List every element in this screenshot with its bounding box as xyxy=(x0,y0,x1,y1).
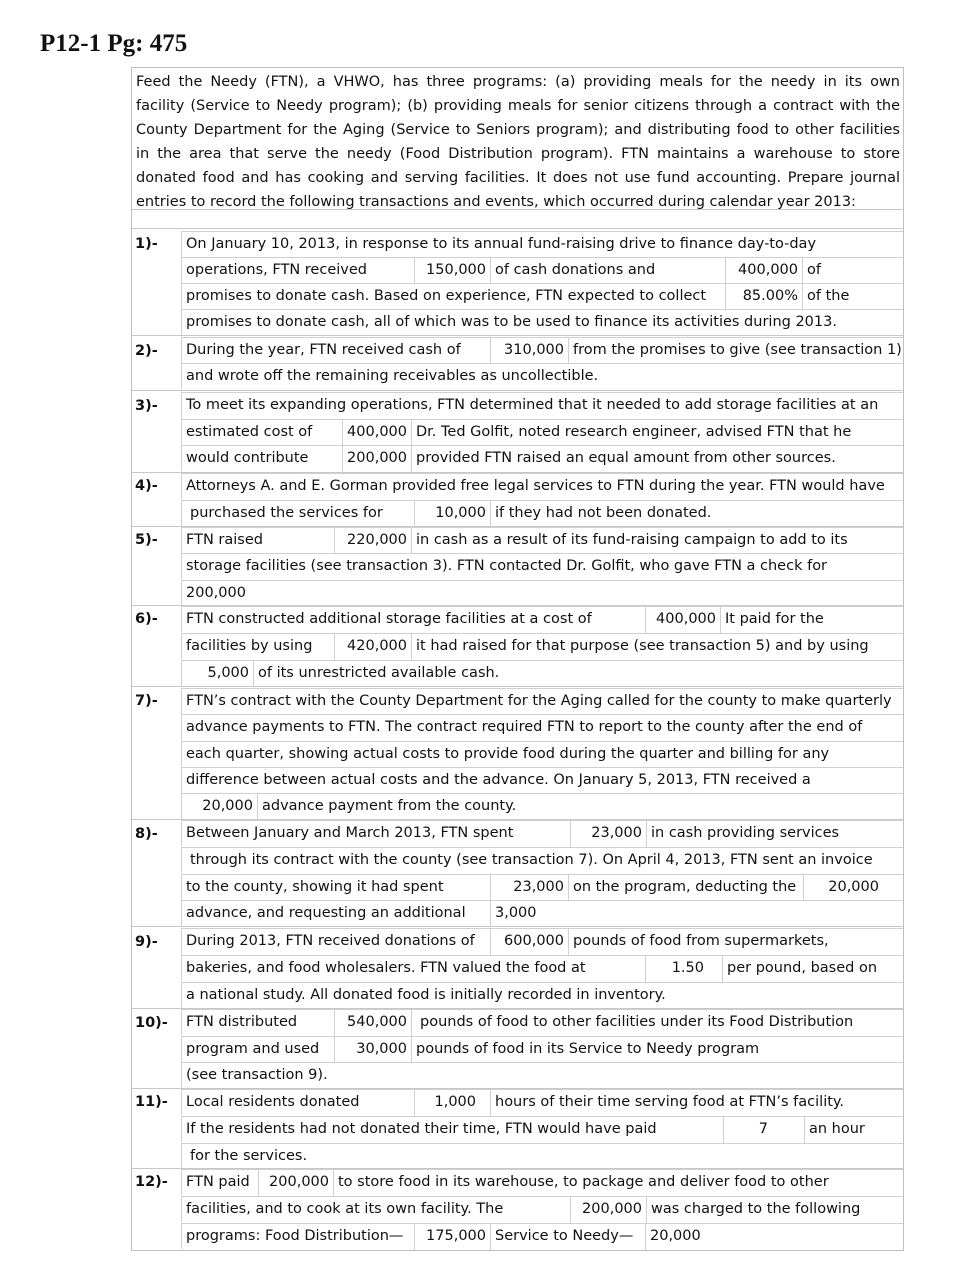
t11-hours-amount: 1,000 xyxy=(414,1090,491,1116)
t1-text: promises to donate cash, all of which was to be used to finance its activities during 2013. xyxy=(186,314,837,330)
t1-row xyxy=(181,231,903,257)
t2-cash-amount: 310,000 xyxy=(490,338,569,364)
t12-text: FTN paid xyxy=(186,1174,250,1190)
t7-row xyxy=(181,767,903,793)
t1-text: of cash donations and xyxy=(495,262,656,278)
t5-check-amount: 200,000 xyxy=(186,585,246,601)
t9-row xyxy=(181,955,903,981)
t8-row xyxy=(181,900,903,926)
t12-text: to store food in its warehouse, to package and deliver food to other xyxy=(338,1174,829,1190)
t6-cost-amount: 400,000 xyxy=(645,607,721,633)
t1-row xyxy=(181,309,903,335)
t5-row xyxy=(181,580,903,606)
t12-service-to-needy-amount: 20,000 xyxy=(645,1224,701,1250)
t7-row xyxy=(181,793,903,819)
t3-text: estimated cost of xyxy=(186,424,313,440)
t10-text: program and used xyxy=(186,1041,320,1057)
intro-line: Feed the Needy (FTN), a VHWO, has three programs: (a) providing meals for the needy in its own xyxy=(136,74,900,90)
t1-row xyxy=(181,257,903,283)
t11-text: for the services. xyxy=(190,1148,308,1164)
t12-charged-amount: 200,000 xyxy=(570,1197,647,1223)
t7-text: advance payments to FTN. The contract required FTN to report to the county after the end of xyxy=(186,719,863,735)
item-number: 12)- xyxy=(135,1174,168,1190)
t7-advance-amount: 20,000 xyxy=(182,794,258,820)
t5-row xyxy=(181,553,903,579)
divider xyxy=(131,686,904,687)
t1-pledge-amount: 400,000 xyxy=(725,258,803,284)
item-number: 10)- xyxy=(135,1015,168,1031)
t9-text: bakeries, and food wholesalers. FTN valued the food at xyxy=(186,960,586,976)
divider xyxy=(131,228,904,229)
t6-row xyxy=(181,606,903,632)
t10-row xyxy=(181,1036,903,1062)
t10-row xyxy=(181,1009,903,1035)
item-number: 11)- xyxy=(135,1094,168,1110)
t8-invoice-amount: 23,000 xyxy=(490,875,569,901)
t4-text: if they had not been donated. xyxy=(495,505,712,521)
t5-row xyxy=(181,527,903,553)
t8-text: Between January and March 2013, FTN spent xyxy=(186,825,514,841)
t12-text: Service to Needy— xyxy=(495,1228,634,1244)
t1-text: On January 10, 2013, in response to its annual fund-raising drive to finance day-to-day xyxy=(186,236,817,252)
t11-hourly-rate: 7 xyxy=(723,1117,805,1143)
t7-text: FTN’s contract with the County Department for the Aging called for the county to make quarterly xyxy=(186,693,892,709)
t10-used-pounds: 30,000 xyxy=(334,1037,412,1063)
t12-paid-amount: 200,000 xyxy=(258,1170,334,1196)
t5-text: storage facilities (see transaction 3). FTN contacted Dr. Golfit, who gave FTN a check for xyxy=(186,558,828,574)
t10-text: FTN distributed xyxy=(186,1014,298,1030)
item-number: 9)- xyxy=(135,934,158,950)
t10-text: (see transaction 9). xyxy=(186,1067,328,1083)
item-number: 1)- xyxy=(135,236,158,252)
t8-spent-amount: 23,000 xyxy=(570,821,647,847)
t11-text: If the residents had not donated their time, FTN would have paid xyxy=(186,1121,657,1137)
t5-raised-amount: 220,000 xyxy=(334,528,412,554)
t4-text: Attorneys A. and E. Gorman provided free legal services to FTN during the year. FTN would have xyxy=(186,478,885,494)
t10-row xyxy=(181,1062,903,1088)
t1-cash-amount: 150,000 xyxy=(414,258,491,284)
t3-text: To meet its expanding operations, FTN determined that it needed to add storage facilities at an xyxy=(186,397,879,413)
t3-row xyxy=(181,445,903,471)
item-number: 8)- xyxy=(135,826,158,842)
t1-text: promises to donate cash. Based on experience, FTN expected to collect xyxy=(186,288,707,304)
t6-row xyxy=(181,633,903,659)
t7-row xyxy=(181,741,903,767)
t5-text: in cash as a result of its fund-raising campaign to add to its xyxy=(416,532,848,548)
t8-row xyxy=(181,847,903,873)
t2-text: During the year, FTN received cash of xyxy=(186,342,461,358)
t1-collect-percent: 85.00% xyxy=(725,284,803,310)
t10-text: pounds of food in its Service to Needy program xyxy=(416,1041,760,1057)
t8-additional-amount: 3,000 xyxy=(490,901,537,927)
t8-text: through its contract with the county (see transaction 7). On April 4, 2013, FTN sent an invoice xyxy=(190,852,873,868)
t3-cost-amount: 400,000 xyxy=(342,420,412,446)
t5-text: FTN raised xyxy=(186,532,263,548)
t12-text: facilities, and to cook at its own facility. The xyxy=(186,1201,504,1217)
t8-advance-amount: 20,000 xyxy=(803,875,883,901)
t8-text: on the program, deducting the xyxy=(573,879,797,895)
intro-line: entries to record the following transactions and events, which occurred during calendar year 2013: xyxy=(136,194,856,210)
t3-row xyxy=(181,392,903,418)
t11-text: Local residents donated xyxy=(186,1094,360,1110)
t11-row xyxy=(181,1089,903,1115)
t12-food-distribution-amount: 175,000 xyxy=(414,1224,491,1250)
t8-text: in cash providing services xyxy=(651,825,840,841)
problem-intro xyxy=(136,70,900,214)
t6-row xyxy=(181,660,903,686)
t7-row xyxy=(181,688,903,714)
t10-text: pounds of food to other facilities under its Food Distribution xyxy=(420,1014,854,1030)
t6-text: It paid for the xyxy=(725,611,824,627)
t9-text: During 2013, FTN received donations of xyxy=(186,933,475,949)
t9-text: a national study. All donated food is initially recorded in inventory. xyxy=(186,987,666,1003)
t8-row xyxy=(181,874,903,900)
item-number: 3)- xyxy=(135,398,158,414)
t9-text: pounds of food from supermarkets, xyxy=(573,933,829,949)
t4-row xyxy=(181,473,903,499)
item-number: 7)- xyxy=(135,693,158,709)
t7-text: each quarter, showing actual costs to provide food during the quarter and billing for any xyxy=(186,746,830,762)
t2-text: and wrote off the remaining receivables as uncollectible. xyxy=(186,368,599,384)
t6-text: facilities by using xyxy=(186,638,313,654)
t6-text: it had raised for that purpose (see transaction 5) and by using xyxy=(416,638,869,654)
t12-text: was charged to the following xyxy=(651,1201,861,1217)
t6-unrestricted-amount: 5,000 xyxy=(182,661,254,687)
t1-row xyxy=(181,283,903,309)
t3-text: would contribute xyxy=(186,450,309,466)
divider xyxy=(131,335,904,336)
item-number: 6)- xyxy=(135,611,158,627)
t9-row xyxy=(181,928,903,954)
t3-contribution-amount: 200,000 xyxy=(342,446,412,472)
t11-row xyxy=(181,1143,903,1169)
divider xyxy=(131,390,904,391)
t12-row xyxy=(181,1223,903,1249)
t3-text: provided FTN raised an equal amount from other sources. xyxy=(416,450,836,466)
t6-text: FTN constructed additional storage facilities at a cost of xyxy=(186,611,592,627)
t8-text: advance, and requesting an additional xyxy=(186,905,466,921)
t9-pounds-amount: 600,000 xyxy=(490,929,569,955)
t2-text: from the promises to give (see transaction 1) xyxy=(573,342,902,358)
t8-text: to the county, showing it had spent xyxy=(186,879,444,895)
t9-price-per-pound: 1.50 xyxy=(645,956,723,982)
item-number: 2)- xyxy=(135,343,158,359)
intro-line: in the area that serve the needy (Food Distribution program). FTN maintains a warehouse to store xyxy=(136,146,900,162)
divider xyxy=(131,209,904,210)
t4-row xyxy=(181,500,903,526)
t1-text: of the xyxy=(807,288,850,304)
t3-text: Dr. Ted Golfit, noted research engineer, advised FTN that he xyxy=(416,424,852,440)
t11-text: hours of their time serving food at FTN’s facility. xyxy=(495,1094,845,1110)
t11-row xyxy=(181,1116,903,1142)
t2-row xyxy=(181,337,903,363)
t7-text: difference between actual costs and the advance. On January 5, 2013, FTN received a xyxy=(186,772,811,788)
intro-line: County Department for the Aging (Service to Seniors program); and distributing food to other facilities xyxy=(136,122,900,138)
intro-line: donated food and has cooking and serving facilities. It does not use fund accounting. Prepare journal xyxy=(136,170,900,186)
item-number: 4)- xyxy=(135,478,158,494)
t12-row xyxy=(181,1169,903,1195)
page-title: P12-1 Pg: 475 xyxy=(40,30,188,57)
t1-text: operations, FTN received xyxy=(186,262,367,278)
t9-text: per pound, based on xyxy=(727,960,878,976)
t7-row xyxy=(181,714,903,740)
t11-text: an hour xyxy=(809,1121,865,1137)
t4-text: purchased the services for xyxy=(190,505,383,521)
t4-legal-amount: 10,000 xyxy=(414,501,491,527)
t6-text: of its unrestricted available cash. xyxy=(258,665,500,681)
t6-raised-amount: 420,000 xyxy=(334,634,412,660)
t9-row xyxy=(181,982,903,1008)
t12-row xyxy=(181,1196,903,1222)
intro-line: facility (Service to Needy program); (b) providing meals for senior citizens through a contract with the xyxy=(136,98,900,114)
t3-row xyxy=(181,419,903,445)
t2-row xyxy=(181,363,903,389)
t7-text: advance payment from the county. xyxy=(262,798,517,814)
t12-text: programs: Food Distribution— xyxy=(186,1228,404,1244)
t8-row xyxy=(181,820,903,846)
t10-distributed-pounds: 540,000 xyxy=(334,1010,412,1036)
t1-text: of xyxy=(807,262,821,278)
item-number: 5)- xyxy=(135,532,158,548)
divider xyxy=(131,926,904,927)
